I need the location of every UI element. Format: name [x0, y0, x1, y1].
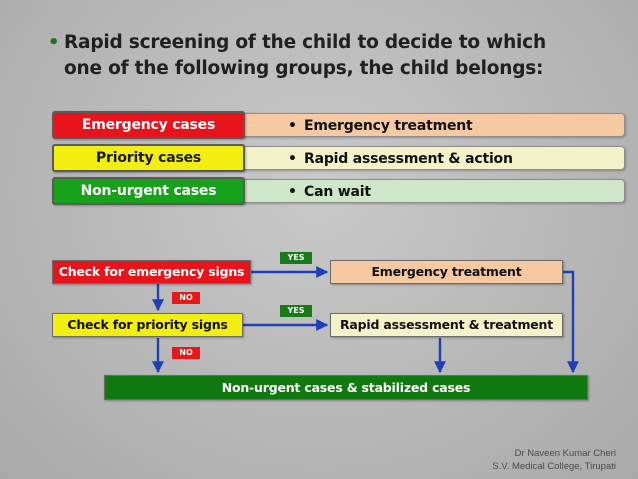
- yes-tag-emergency: YES: [280, 252, 312, 264]
- arrow-treatment-to-nonurgent: [563, 272, 573, 372]
- category-label-non-urgent: Non-urgent cases: [52, 177, 245, 205]
- bullet-icon: •: [288, 151, 297, 167]
- category-label-priority: Priority cases: [52, 144, 245, 172]
- category-description: Rapid assessment & action: [304, 151, 513, 167]
- check-priority-signs-box: Check for priority signs: [52, 313, 243, 337]
- rapid-assessment-box: Rapid assessment & treatment: [330, 313, 563, 337]
- bullet-icon: •: [288, 184, 297, 200]
- no-tag-emergency: NO: [172, 292, 200, 304]
- no-tag-priority: NO: [172, 347, 200, 359]
- category-description: Emergency treatment: [304, 118, 473, 134]
- emergency-treatment-box: Emergency treatment: [330, 260, 563, 284]
- bullet-icon: •: [48, 32, 60, 53]
- heading-line-1: Rapid screening of the child to decide to which: [64, 32, 546, 53]
- category-description: Can wait: [304, 184, 371, 200]
- yes-tag-priority: YES: [280, 305, 312, 317]
- slide-footer: [492, 447, 616, 473]
- check-emergency-signs-box: Check for emergency signs: [52, 260, 251, 284]
- footer-author: Dr Naveen Kumar Cheri: [514, 448, 616, 459]
- category-label-emergency: Emergency cases: [52, 111, 245, 139]
- non-urgent-cases-box: Non-urgent cases & stabilized cases: [104, 375, 588, 400]
- bullet-icon: •: [288, 118, 297, 134]
- footer-college: S.V. Medical College, Tirupati: [492, 461, 616, 472]
- heading-line-2: one of the following groups, the child belongs:: [64, 58, 544, 79]
